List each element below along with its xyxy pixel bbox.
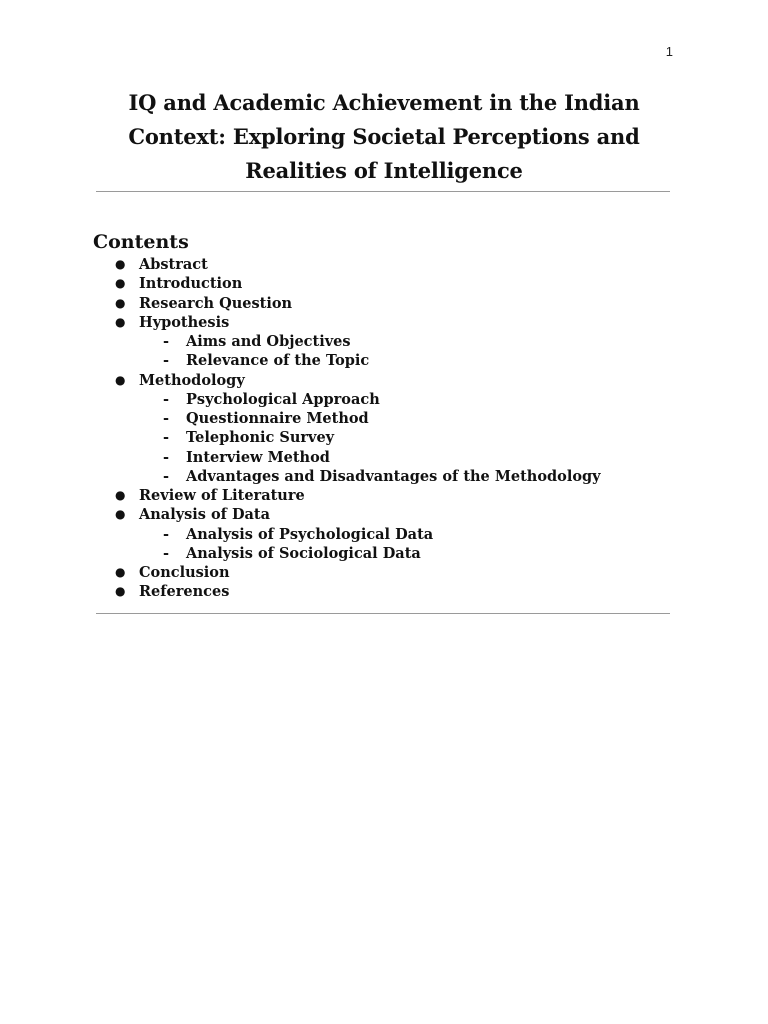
bullet-marker: ● bbox=[115, 314, 126, 329]
bullet-marker: ● bbox=[115, 372, 126, 387]
bullet-marker: ● bbox=[115, 257, 126, 271]
toc-item bbox=[0, 274, 768, 293]
document-title-line-3: Realities of Intelligence bbox=[245, 158, 523, 183]
toc-item-label: Abstract bbox=[139, 256, 208, 273]
toc-subitem bbox=[0, 390, 768, 409]
bullet-marker: ● bbox=[115, 507, 126, 522]
toc-subitem bbox=[0, 332, 768, 351]
bullet-marker: ● bbox=[115, 295, 126, 310]
bullet-marker: ● bbox=[115, 584, 126, 599]
contents-heading: Contents bbox=[93, 231, 189, 253]
toc-item-label: Hypothesis bbox=[139, 313, 230, 331]
toc-subitem bbox=[0, 525, 768, 544]
toc-item-label: Conclusion bbox=[139, 564, 230, 581]
toc-item-label: Analysis of Data bbox=[139, 506, 271, 524]
toc-item bbox=[0, 486, 768, 505]
toc-item-label: Review of Literature bbox=[139, 487, 305, 504]
dash-marker: - bbox=[163, 448, 170, 466]
toc-item-label: Aims and Objectives bbox=[186, 333, 351, 350]
toc-subitem bbox=[0, 351, 768, 370]
toc-item-label: Relevance of the Topic bbox=[186, 352, 370, 370]
dash-marker: - bbox=[163, 410, 170, 427]
dash-marker: - bbox=[163, 544, 170, 562]
toc-item-label: Introduction bbox=[139, 275, 243, 293]
toc-item bbox=[0, 582, 768, 601]
contents-divider bbox=[96, 613, 670, 614]
toc-item-label: References bbox=[139, 583, 230, 601]
title-divider bbox=[96, 191, 670, 192]
toc-item bbox=[0, 505, 768, 524]
document-title bbox=[96, 86, 672, 188]
bullet-marker: ● bbox=[115, 488, 126, 502]
toc-item-label: Analysis of Sociological Data bbox=[186, 544, 421, 562]
dash-marker: - bbox=[163, 352, 170, 370]
dash-marker: - bbox=[163, 525, 170, 543]
document-title-line-2: Context: Exploring Societal Perceptions and bbox=[128, 124, 640, 149]
toc-item-label: Telephonic Survey bbox=[186, 429, 335, 447]
dash-marker: - bbox=[163, 390, 170, 408]
toc-item bbox=[0, 563, 768, 582]
toc-item-label: Questionnaire Method bbox=[186, 410, 369, 427]
toc-subitem bbox=[0, 409, 768, 428]
page-number: 1 bbox=[665, 44, 673, 59]
toc-subitem bbox=[0, 428, 768, 447]
table-of-contents bbox=[0, 255, 768, 602]
toc-item bbox=[0, 313, 768, 332]
bullet-marker: ● bbox=[115, 565, 126, 579]
toc-subitem bbox=[0, 544, 768, 563]
toc-item-label: Interview Method bbox=[186, 448, 330, 466]
dash-marker: - bbox=[163, 333, 170, 350]
dash-marker: - bbox=[163, 467, 170, 485]
toc-subitem bbox=[0, 467, 768, 486]
dash-marker: - bbox=[163, 429, 170, 447]
toc-item bbox=[0, 371, 768, 390]
toc-item bbox=[0, 294, 768, 313]
toc-subitem bbox=[0, 448, 768, 467]
bullet-marker: ● bbox=[115, 276, 126, 291]
document-title-line-1: IQ and Academic Achievement in the Indian bbox=[128, 90, 640, 115]
toc-item-label: Advantages and Disadvantages of the Methodology bbox=[186, 467, 601, 485]
toc-item-label: Methodology bbox=[139, 371, 245, 389]
toc-item-label: Analysis of Psychological Data bbox=[186, 525, 434, 543]
toc-item-label: Research Question bbox=[139, 294, 293, 312]
toc-item bbox=[0, 255, 768, 274]
toc-item-label: Psychological Approach bbox=[186, 390, 380, 408]
